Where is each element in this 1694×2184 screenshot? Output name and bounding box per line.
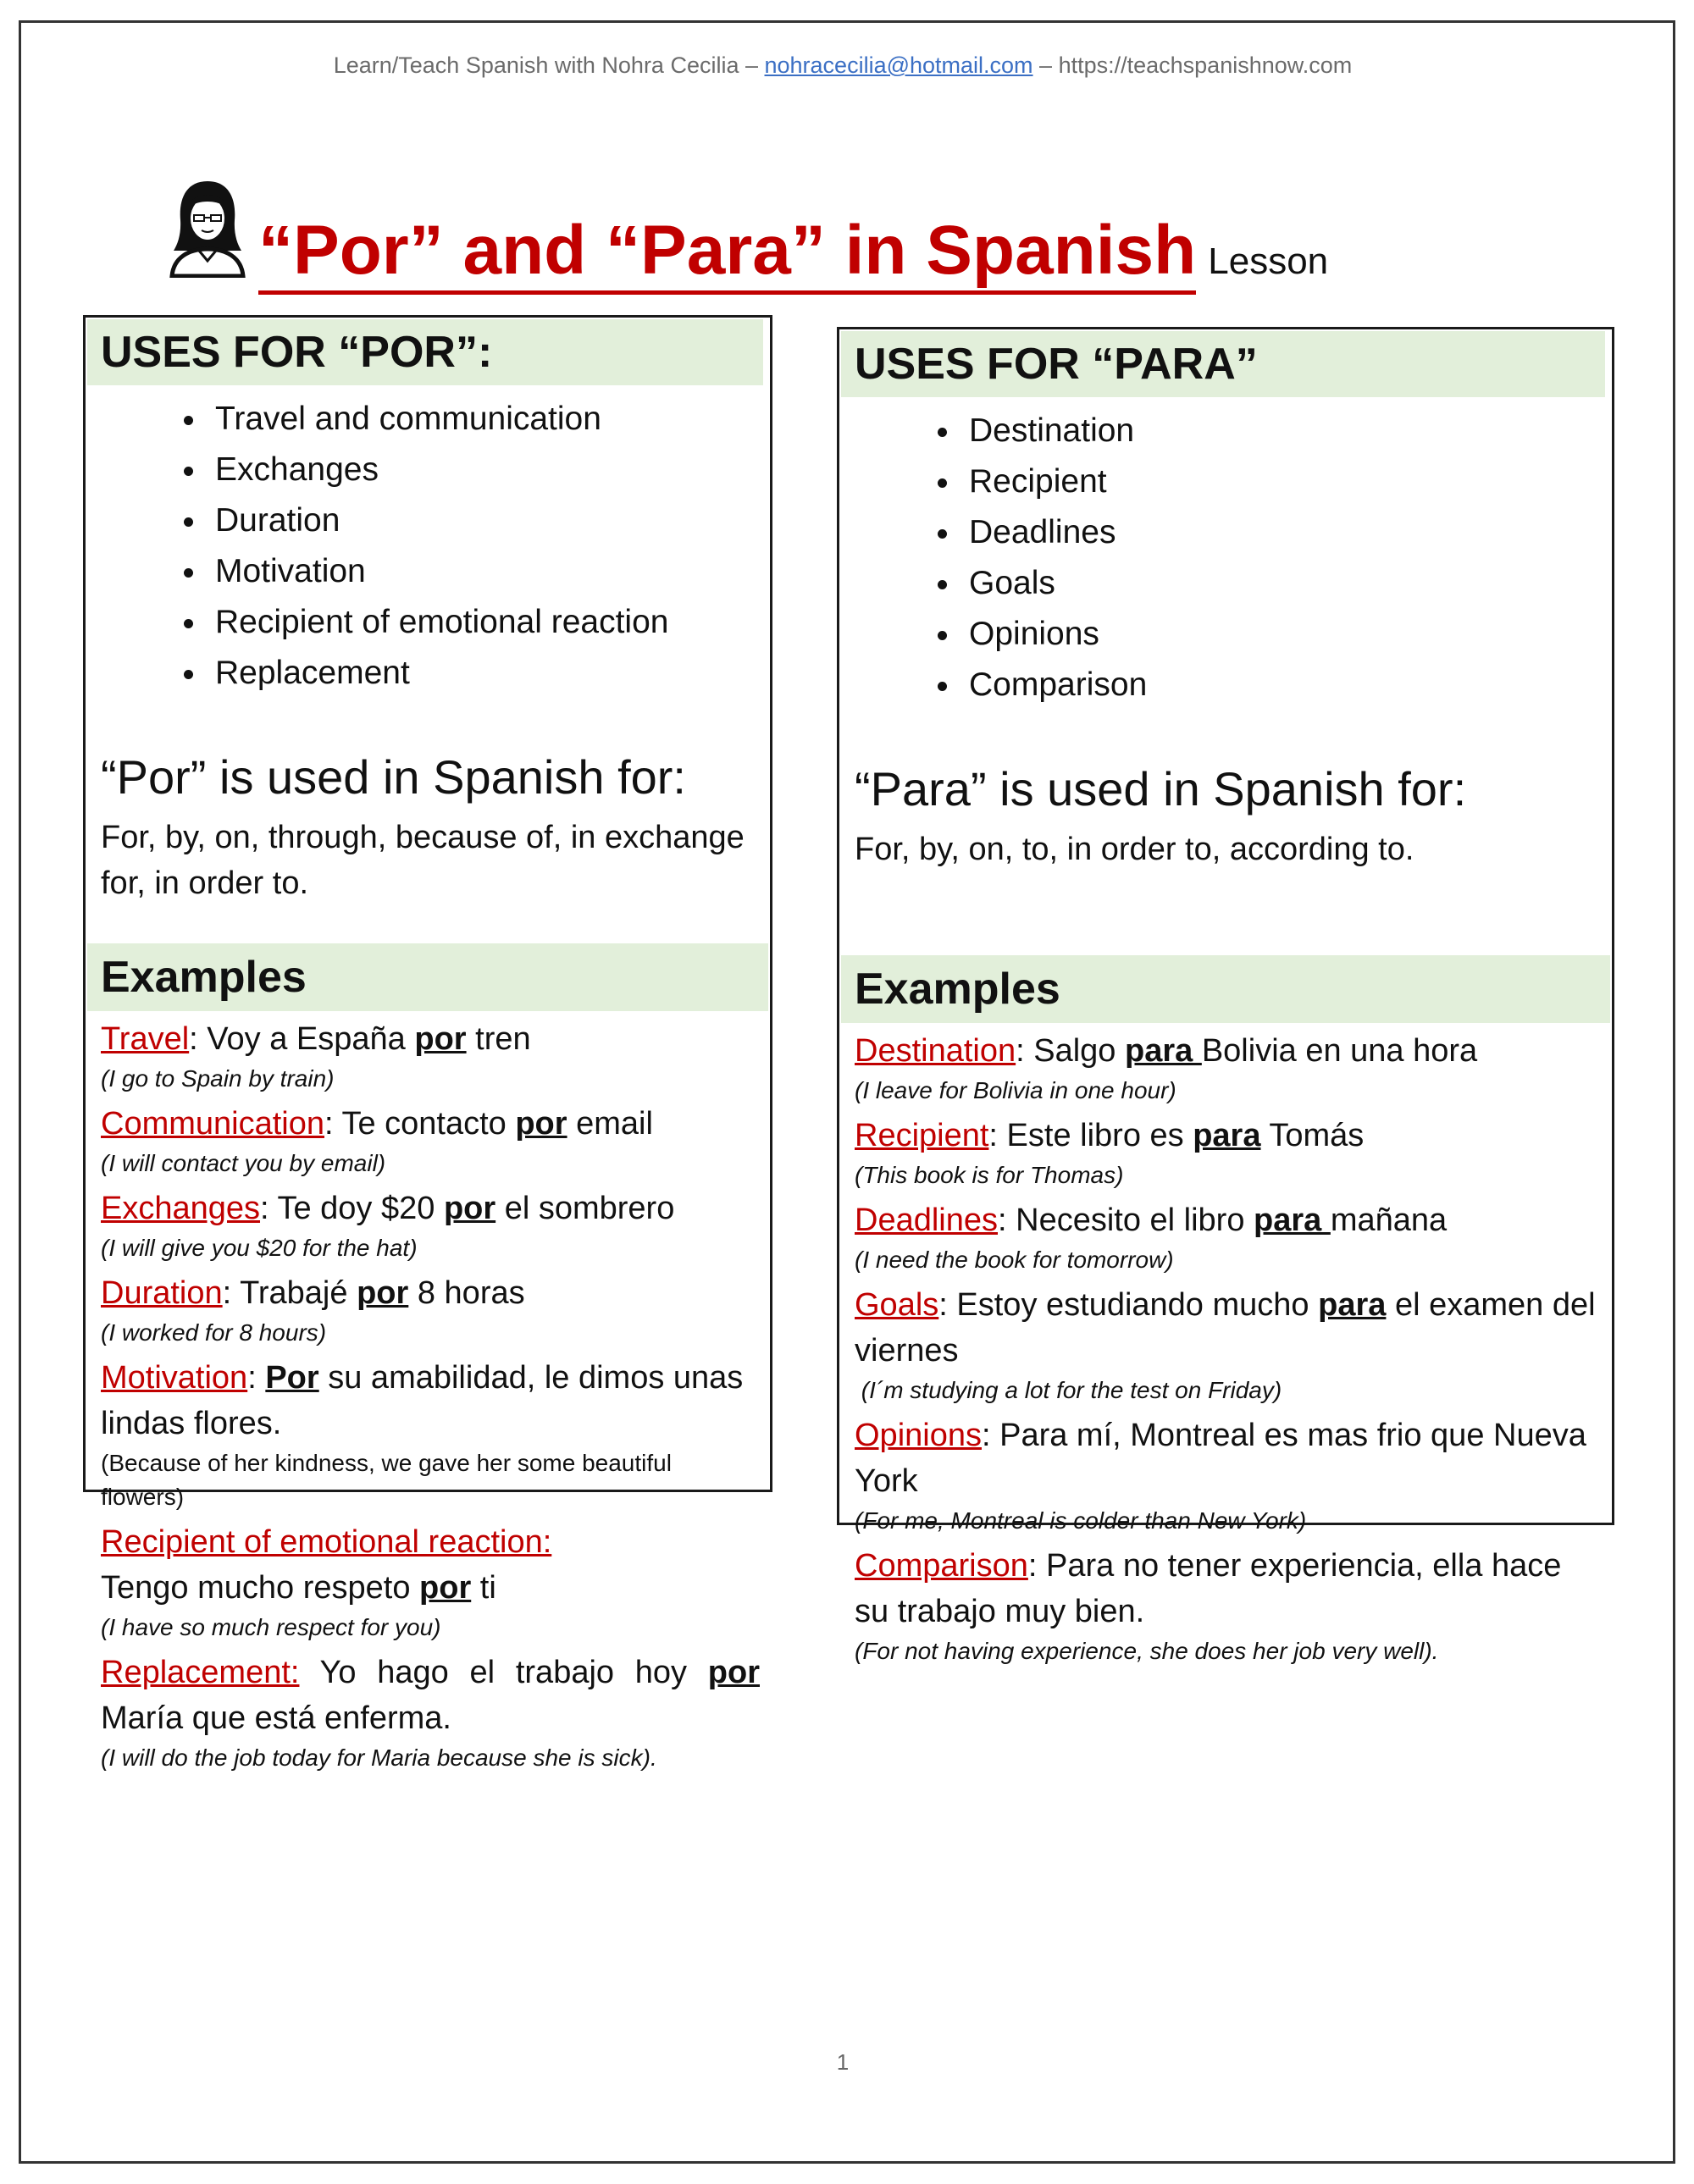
example-text: Salgo: [1033, 1033, 1125, 1069]
example-category: Deadlines: [855, 1203, 998, 1238]
example-item: [101, 1519, 760, 1645]
page-title: “Por” and “Para” in Spanish: [258, 211, 1196, 295]
example-category: Communication: [101, 1106, 324, 1142]
por-examples: [86, 1011, 770, 1775]
example-translation: (I will give you $20 for the hat): [101, 1235, 418, 1261]
list-item: • Recipient: [962, 456, 1612, 507]
title-row: [165, 168, 1328, 295]
list-item: • Motivation: [208, 546, 770, 597]
example-separator: :: [260, 1191, 278, 1226]
example-keyword: por: [414, 1021, 467, 1057]
list-item: • Exchanges: [208, 445, 770, 495]
para-used-for: “Para” is used in Spanish for:: [855, 762, 1467, 816]
example-item: [855, 1197, 1602, 1277]
example-spanish: [101, 1270, 760, 1316]
example-spanish: [855, 1028, 1602, 1074]
example-spanish: [101, 1355, 760, 1446]
header-suffix: – https://teachspanishnow.com: [1032, 53, 1353, 78]
example-keyword: por: [443, 1191, 496, 1226]
para-uses-list: [839, 406, 1612, 710]
example-spanish: [855, 1282, 1602, 1374]
example-text: el sombrero: [495, 1191, 675, 1226]
header-email-link[interactable]: nohracecilia@hotmail.com: [764, 53, 1033, 78]
por-used-for: “Por” is used in Spanish for:: [101, 750, 686, 804]
example-separator: [299, 1655, 319, 1690]
example-spanish: [101, 1519, 760, 1611]
example-category: Travel: [101, 1021, 190, 1057]
para-examples-heading: Examples: [841, 955, 1610, 1023]
example-text: su amabilidad, le dimos unas lindas flores.: [101, 1360, 744, 1441]
example-translation: (For me, Montreal is colder than New York): [855, 1507, 1307, 1534]
example-text: mañana: [1330, 1203, 1448, 1238]
example-translation: (I leave for Bolivia in one hour): [855, 1077, 1176, 1103]
example-separator: :: [1027, 1548, 1046, 1584]
para-heading: USES FOR “PARA”: [841, 331, 1605, 397]
example-separator: :: [1016, 1033, 1034, 1069]
por-box: [83, 315, 772, 1771]
list-item: • Replacement: [208, 648, 770, 699]
example-spanish: [855, 1413, 1602, 1504]
por-meanings: For, by, on, through, because of, in exchange for, in order to.: [101, 820, 745, 901]
list-item: • Comparison: [962, 660, 1612, 710]
example-spanish: [855, 1113, 1602, 1158]
example-separator: :: [998, 1203, 1016, 1238]
list-item: • Deadlines: [962, 507, 1612, 558]
example-text: Necesito el libro: [1016, 1203, 1254, 1238]
example-translation: (I will do the job today for Maria because she is sick).: [101, 1744, 657, 1771]
example-keyword: para: [1254, 1203, 1331, 1238]
page-header: [0, 53, 1686, 79]
example-spanish: [101, 1016, 760, 1062]
list-item: • Travel and communication: [208, 394, 770, 445]
example-category: Recipient of emotional reaction:: [101, 1524, 552, 1560]
example-separator: :: [938, 1287, 957, 1323]
list-item: • Opinions: [962, 609, 1612, 660]
example-text: Trabajé: [240, 1275, 357, 1311]
example-text: Estoy estudiando mucho: [956, 1287, 1319, 1323]
example-text: Para mí, Montreal es mas frio que Nueva York: [855, 1418, 1586, 1499]
example-keyword: para: [1193, 1118, 1261, 1153]
example-translation: (I need the book for tomorrow): [855, 1247, 1174, 1273]
example-category: Opinions: [855, 1418, 982, 1453]
example-text: Voy a España: [207, 1021, 415, 1057]
example-category: Recipient: [855, 1118, 989, 1153]
example-category: Comparison: [855, 1548, 1028, 1584]
list-item: • Goals: [962, 558, 1612, 609]
por-examples-heading: Examples: [87, 943, 768, 1011]
list-item: • Destination: [962, 406, 1612, 456]
example-item: [855, 1282, 1602, 1407]
para-examples: [839, 1023, 1612, 1668]
example-category: Goals: [855, 1287, 939, 1323]
example-translation: (For not having experience, she does her job very well).: [855, 1638, 1439, 1664]
example-spanish: [855, 1543, 1602, 1634]
example-translation: (I have so much respect for you): [101, 1614, 441, 1640]
teacher-avatar-icon: [165, 176, 250, 278]
example-category: Replacement:: [101, 1655, 300, 1690]
example-text: el examen del viernes: [855, 1287, 1596, 1368]
example-spanish: [101, 1101, 760, 1147]
example-translation: (I worked for 8 hours): [101, 1319, 327, 1346]
para-box: [837, 327, 1614, 1664]
example-text: Te contacto: [341, 1106, 516, 1142]
example-text: Bolivia en una hora: [1201, 1033, 1478, 1069]
example-category: Motivation: [101, 1360, 248, 1396]
example-item: [101, 1355, 760, 1514]
example-spanish: [101, 1650, 760, 1741]
por-heading: USES FOR “POR”:: [87, 319, 763, 385]
example-keyword: por: [357, 1275, 409, 1311]
example-text: email: [567, 1106, 653, 1142]
example-separator: :: [189, 1021, 208, 1057]
example-category: Exchanges: [101, 1191, 261, 1226]
example-spanish: [855, 1197, 1602, 1243]
example-separator: :: [324, 1106, 342, 1142]
page-number: 1: [836, 2049, 850, 2075]
example-text: Para no tener experiencia, ella hace su trabajo muy bien.: [855, 1548, 1562, 1629]
example-spanish: [101, 1186, 760, 1231]
example-text: Tengo mucho respeto: [101, 1570, 420, 1606]
example-translation: (Because of her kindness, we gave her some beautiful flowers): [101, 1450, 672, 1510]
example-keyword: Por: [265, 1360, 319, 1396]
example-text: María que está enferma.: [101, 1700, 451, 1736]
example-item: [101, 1186, 760, 1265]
example-separator: :: [981, 1418, 1000, 1453]
example-item: [101, 1650, 760, 1775]
example-item: [855, 1413, 1602, 1538]
example-item: [855, 1113, 1602, 1192]
example-translation: (I go to Spain by train): [101, 1065, 335, 1092]
example-keyword: por: [419, 1570, 472, 1606]
example-translation: (I´m studying a lot for the test on Friday): [855, 1377, 1282, 1403]
example-keyword: para: [1318, 1287, 1387, 1323]
example-text: ti: [471, 1570, 496, 1606]
example-item: [101, 1270, 760, 1350]
example-text: Este libro es: [1006, 1118, 1193, 1153]
example-keyword: por: [707, 1655, 760, 1690]
page-subtitle: Lesson: [1208, 241, 1329, 282]
para-meanings: For, by, on, to, in order to, according to.: [855, 832, 1414, 867]
example-item: [101, 1016, 760, 1096]
example-item: [855, 1028, 1602, 1108]
por-uses-list: [86, 394, 770, 699]
example-text: Tomás: [1260, 1118, 1365, 1153]
list-item: • Duration: [208, 495, 770, 546]
header-prefix: Learn/Teach Spanish with Nohra Cecilia –: [333, 53, 765, 78]
example-separator: :: [222, 1275, 241, 1311]
example-category: Destination: [855, 1033, 1016, 1069]
example-keyword: por: [515, 1106, 567, 1142]
example-text: 8 horas: [408, 1275, 525, 1311]
example-translation: (This book is for Thomas): [855, 1162, 1124, 1188]
example-separator: :: [247, 1360, 266, 1396]
example-category: Duration: [101, 1275, 223, 1311]
example-item: [855, 1543, 1602, 1668]
example-text: tren: [466, 1021, 531, 1057]
example-text: Yo hago el trabajo hoy: [319, 1655, 708, 1690]
example-translation: (I will contact you by email): [101, 1150, 386, 1176]
list-item: • Recipient of emotional reaction: [208, 597, 770, 648]
example-text: Te doy $20: [277, 1191, 444, 1226]
example-separator: :: [988, 1118, 1007, 1153]
example-keyword: para: [1125, 1033, 1202, 1069]
example-item: [101, 1101, 760, 1180]
